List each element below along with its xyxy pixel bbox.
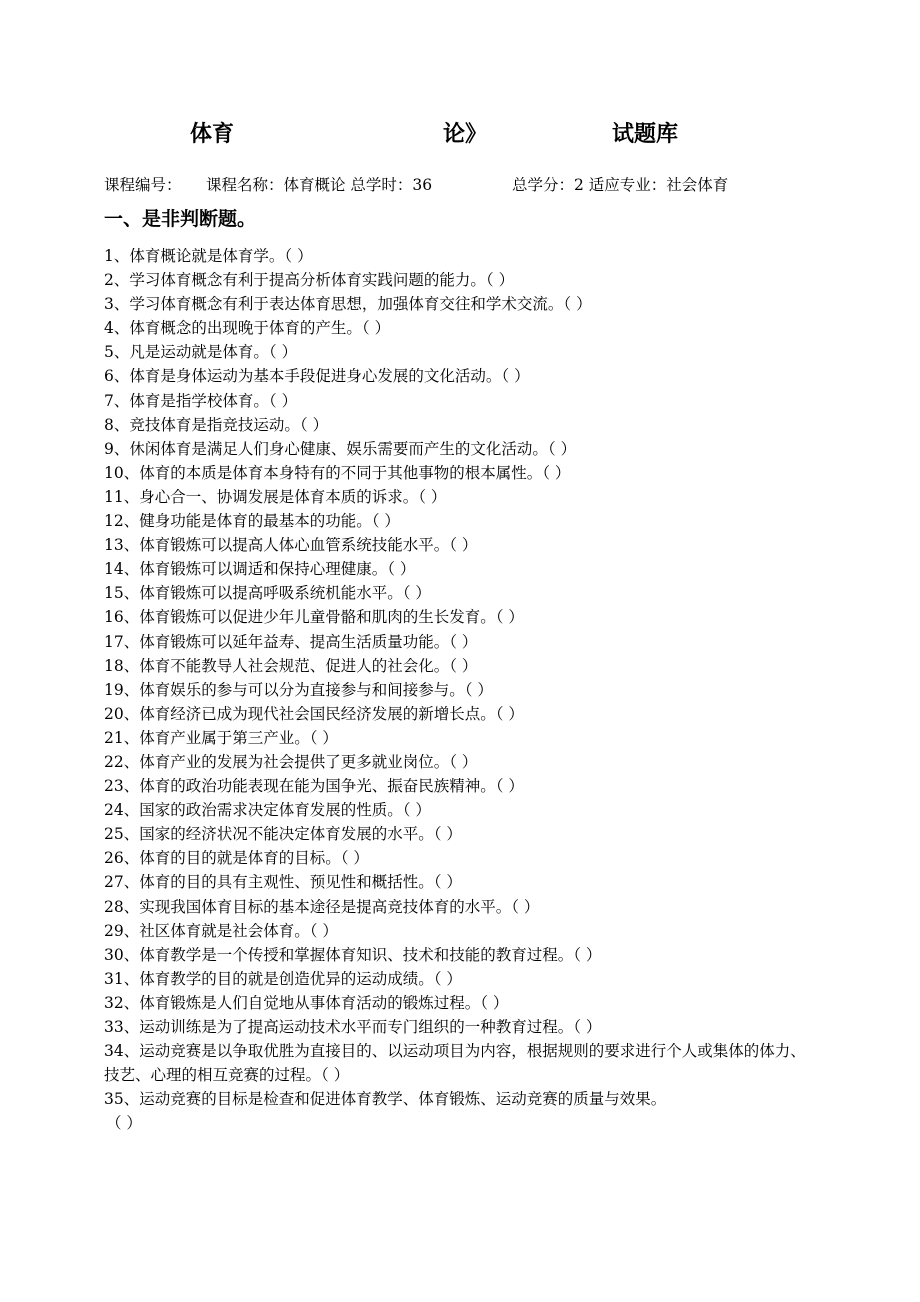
answer-blank[interactable]: （ ） [449,656,478,675]
question-text: 体育产业的发展为社会提供了更多就业岗位。 [139,752,450,771]
question-number: 25、 [104,825,140,844]
question-number: 33、 [104,1018,140,1036]
question-text: 竞技体育是指竞技运动。 [129,415,300,434]
answer-blank[interactable]: （ ） [511,897,540,916]
document-title [0,118,920,152]
answer-blank[interactable]: （ ） [449,536,478,555]
question-item [104,461,820,485]
answer-blank[interactable]: （ ） [402,801,431,820]
answer-blank[interactable]: （ ） [495,608,524,627]
question-item [104,244,820,268]
answer-blank[interactable]: （ ） [573,945,602,964]
question-item [104,630,820,654]
answer-blank[interactable]: （ ） [547,439,577,458]
question-text: 健身功能是体育的最基本的功能。 [139,512,372,531]
question-number: 34、 [104,1042,140,1061]
answer-blank[interactable]: （ ） [299,415,329,434]
question-number: 20、 [104,704,140,723]
question-number: 31、 [104,969,140,988]
question-item [104,919,820,943]
question-text: 休闲体育是满足人们身心健康、娱乐需要而产生的文化活动。 [129,439,548,458]
question-text: 学习体育概念有利于表达体育思想，加强体育交往和学术交流。 [129,295,564,314]
question-text: 体育产业属于第三产业。 [139,728,310,747]
question-text: 社区体育就是社会体育。 [139,921,310,940]
question-text: 体育不能教导人社会规范、促进人的社会化。 [139,656,450,675]
answer-blank[interactable]: （ ） [106,1114,142,1133]
question-item [104,798,820,822]
question-item [104,316,820,340]
question-number: 28、 [104,897,140,916]
question-number: 24、 [104,801,140,820]
question-text: 身心合一、协调发展是体育本质的诉求。 [139,487,419,506]
question-item [104,750,820,774]
question-number: 5、 [104,343,130,362]
question-number: 1、 [104,247,130,265]
question-text: 体育概念的出现晚于体育的产生。 [129,319,362,338]
title-part-3: 试题库 [612,122,679,147]
question-item [104,654,820,678]
question-text: 国家的经济状况不能决定体育发展的水平。 [139,825,434,844]
question-item [104,943,820,967]
answer-blank[interactable]: （ ） [542,463,571,482]
question-number: 27、 [104,873,140,892]
question-number: 35、 [104,1090,140,1109]
question-number: 10、 [104,463,140,482]
question-item [104,726,820,750]
question-number: 19、 [104,680,140,699]
section-heading: 一、是非判断题。 [104,208,257,230]
question-item [104,895,820,919]
question-text: 体育经济已成为现代社会国民经济发展的新增长点。 [139,704,496,723]
question-number: 6、 [104,367,130,386]
question-text: 体育锻炼可以调适和保持心理健康。 [139,560,388,579]
answer-blank[interactable]: （ ） [433,825,462,844]
question-item [104,702,820,726]
question-number: 32、 [104,993,140,1012]
answer-blank[interactable]: （ ） [418,487,447,506]
credits-major: 总学分：2 适应专业：社会体育 [512,176,729,194]
question-number: 8、 [104,415,130,434]
question-number: 11、 [104,487,140,506]
question-text: 学习体育概念有利于提高分析体育实践问题的能力。 [129,271,486,290]
question-text: 运动训练是为了提高运动技术水平而专门组织的一种教育过程。 [139,1018,574,1036]
answer-blank[interactable]: （ ） [433,873,462,892]
answer-blank[interactable]: （ ） [402,584,431,603]
question-number: 16、 [104,608,140,627]
question-number: 26、 [104,849,140,868]
question-text: 体育的目的就是体育的目标。 [139,849,341,868]
question-item [104,846,820,870]
answer-blank[interactable]: （ ） [340,849,369,868]
answer-blank[interactable]: （ ） [449,632,478,651]
question-list [104,244,820,1135]
course-code-label: 课程编号： [104,176,182,194]
question-number: 4、 [104,319,130,338]
answer-blank[interactable]: （ ） [480,993,509,1012]
answer-blank[interactable]: （ ） [387,560,416,579]
answer-blank[interactable]: （ ） [268,343,298,362]
question-number: 17、 [104,632,140,651]
question-number: 7、 [104,391,130,410]
question-item [104,605,820,629]
answer-blank[interactable]: （ ） [309,921,338,940]
question-text: 运动竞赛是以争取优胜为直接目的、以运动项目为内容，根据规则的要求进行个人或集体的体力、技艺、心理的相互竞赛的过程。 [104,1042,806,1085]
question-item [104,533,820,557]
question-text: 体育是指学校体育。 [129,391,269,410]
question-item [104,364,820,388]
answer-blank[interactable]: （ ） [321,1066,350,1085]
question-number: 2、 [104,271,130,290]
question-text: 实现我国体育目标的基本途径是提高竞技体育的水平。 [139,897,512,916]
question-item [104,389,820,413]
answer-blank[interactable]: （ ） [433,969,462,988]
answer-blank[interactable]: （ ） [495,777,524,796]
question-text: 体育概论就是体育学。 [129,247,285,265]
answer-blank[interactable]: （ ） [501,367,530,386]
question-item [104,1015,820,1039]
question-number: 18、 [104,656,140,675]
question-item [104,557,820,581]
answer-blank[interactable]: （ ） [449,752,478,771]
question-number: 30、 [104,945,140,964]
question-text: 体育锻炼可以延年益寿、提高生活质量功能。 [139,632,450,651]
question-item [104,413,820,437]
question-text: 国家的政治需求决定体育发展的性质。 [139,801,403,820]
question-text: 体育娱乐的参与可以分为直接参与和间接参与。 [139,680,465,699]
question-text: 体育的目的具有主观性、预见性和概括性。 [139,873,434,892]
question-item [104,509,820,533]
question-number: 22、 [104,752,140,771]
question-item [104,437,820,461]
answer-blank[interactable]: （ ） [361,319,391,338]
question-text: 体育锻炼可以提高人体心血管系统技能水平。 [139,536,450,555]
question-number: 14、 [104,560,140,579]
answer-blank[interactable]: （ ） [464,680,493,699]
title-part-1: 体育 [190,122,235,147]
question-item [104,292,820,316]
answer-blank[interactable]: （ ） [309,728,338,747]
question-item [104,268,820,292]
question-item [104,340,820,364]
question-number: 29、 [104,921,140,940]
answer-blank[interactable]: （ ） [284,247,313,265]
question-text: 体育的本质是体育本身特有的不同于其他事物的根本属性。 [139,463,543,482]
question-text: 体育锻炼可以提高呼吸系统机能水平。 [139,584,403,603]
question-item [104,774,820,798]
question-number: 3、 [104,295,130,314]
question-item [104,822,820,846]
question-item [104,991,820,1015]
question-text: 体育是身体运动为基本手段促进身心发展的文化活动。 [129,367,502,386]
question-number: 13、 [104,536,140,555]
question-text: 体育教学的目的就是创造优异的运动成绩。 [139,969,434,988]
answer-blank[interactable]: （ ） [371,512,400,531]
question-text: 体育教学是一个传授和掌握体育知识、技术和技能的教育过程。 [139,945,574,964]
answer-blank[interactable]: （ ） [573,1018,602,1036]
course-info: 课程名称：体育概论 总学时：36 [206,176,433,194]
question-item [104,678,820,702]
question-text: 凡是运动就是体育。 [129,343,269,362]
question-text: 体育锻炼是人们自觉地从事体育活动的锻炼过程。 [139,993,481,1012]
answer-blank[interactable]: （ ） [485,271,515,290]
question-text: 运动竞赛的目标是检查和促进体育教学、体育锻炼、运动竞赛的质量与效果。 [139,1090,667,1109]
question-number: 9、 [104,439,130,458]
answer-blank[interactable]: （ ） [268,391,298,410]
question-item [104,1039,820,1087]
question-item [104,870,820,894]
question-item [104,581,820,605]
question-text: 体育锻炼可以促进少年儿童骨骼和肌肉的生长发育。 [139,608,496,627]
answer-blank[interactable]: （ ） [563,295,592,314]
question-number: 12、 [104,512,140,531]
question-text: 体育的政治功能表现在能为国争光、振奋民族精神。 [139,777,496,796]
question-item [104,1087,820,1135]
question-item [104,485,820,509]
question-number: 23、 [104,777,140,796]
question-item [104,967,820,991]
question-number: 21、 [104,728,140,747]
title-part-2: 论》 [443,122,488,147]
question-number: 15、 [104,584,140,603]
answer-blank[interactable]: （ ） [495,704,524,723]
